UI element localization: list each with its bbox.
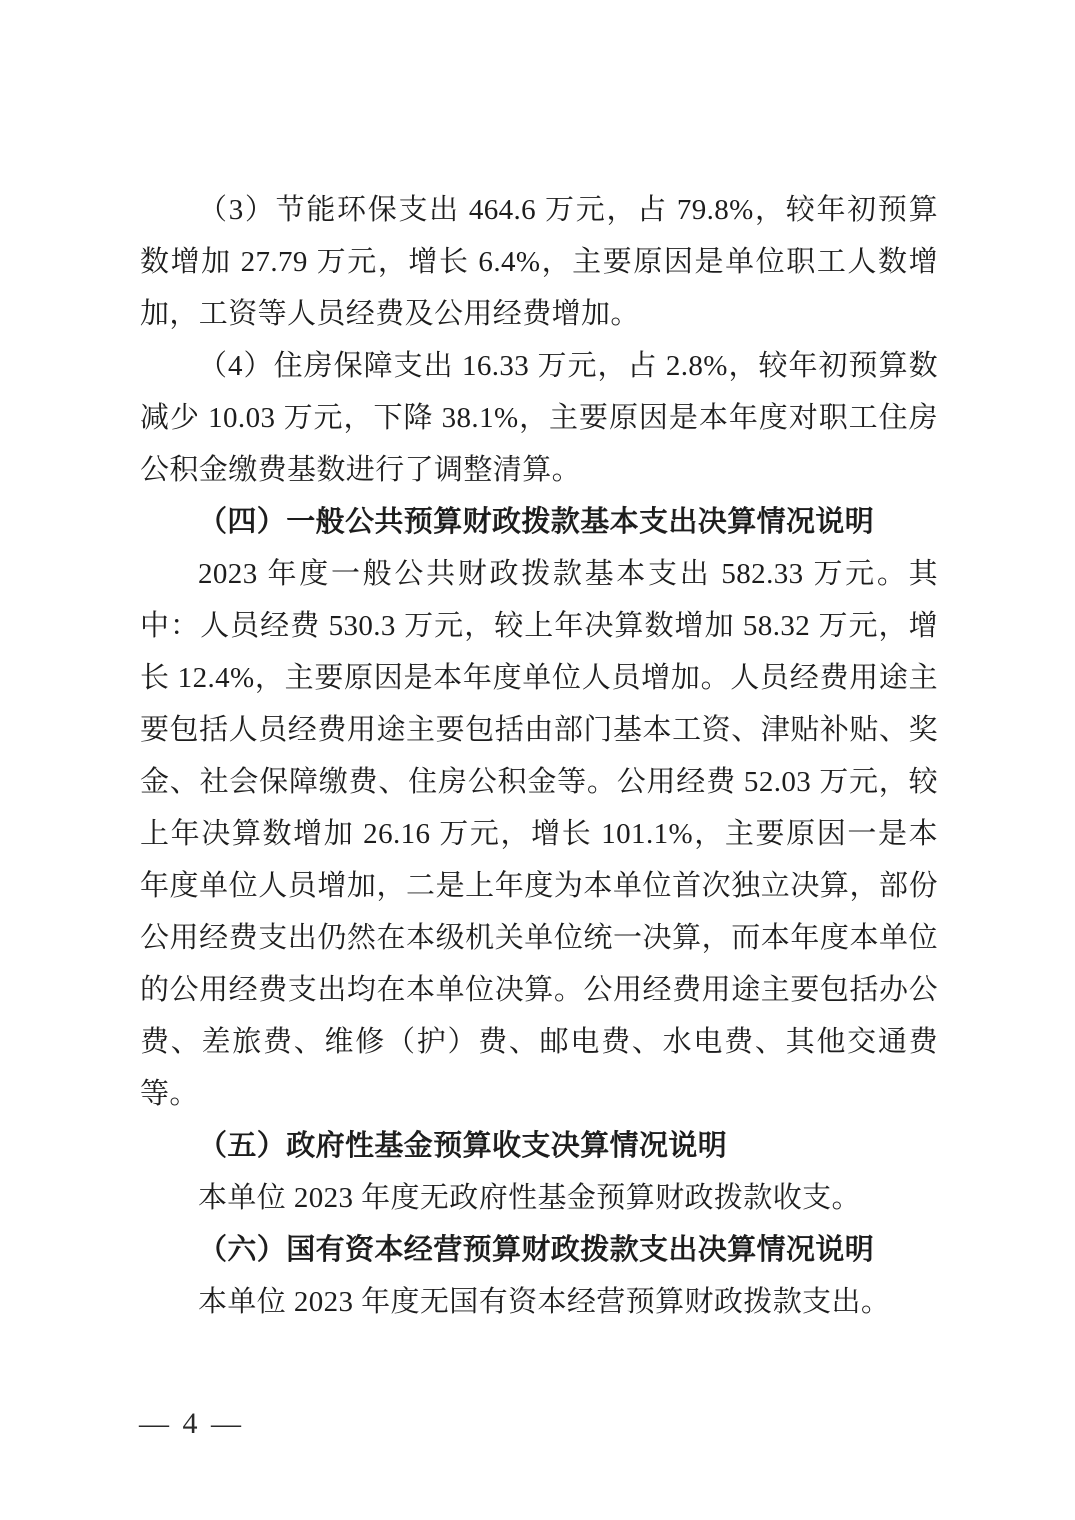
page-number: — 4 —	[139, 1407, 244, 1440]
paragraph-state-capital-none: 本单位 2023 年度无国有资本经营预算财政拨款支出。	[198, 1286, 891, 1318]
heading-section-six-state-capital-budget: （六）国有资本经营预算财政拨款支出决算情况说明	[198, 1234, 875, 1266]
paragraph-housing-security-expense: （4）住房保障支出 16.33 万元，占 2.8%，较年初预算数减少 10.03 万元，下降 38.1%，主要原因是本年度对职工住房公积金缴费基数进行了调整清算。	[140, 350, 938, 486]
document-body	[140, 184, 938, 1328]
paragraph-gov-fund-none: 本单位 2023 年度无政府性基金预算财政拨款收支。	[198, 1182, 861, 1214]
heading-section-five-gov-fund-budget: （五）政府性基金预算收支决算情况说明	[198, 1130, 728, 1162]
heading-section-four-basic-expenditure: （四）一般公共预算财政拨款基本支出决算情况说明	[198, 506, 875, 538]
paragraph-energy-conservation-expense: （3）节能环保支出 464.6 万元，占 79.8%，较年初预算数增加 27.79 万元，增长 6.4%，主要原因是单位职工人数增加，工资等人员经费及公用经费增加。	[140, 194, 938, 330]
paragraph-basic-expenditure-detail: 2023 年度一般公共财政拨款基本支出 582.33 万元。其中：人员经费 530.3 万元，较上年决算数增加 58.32 万元，增长 12.4%，主要原因是本年度单位人员增加。人员经费用途主要包括人员经费用途主要包括由部门基本工资、津贴补贴、奖金、社会保障缴费、住房公积金等。公用经费 52.03 万元，较上年决算数增加 26.16 万元，增长 101.1%，主要原因一是本年度单位人员增加，二是上年度为本单位首次独立决算，部份公用经费支出仍然在本级机关单位统一决算，而本年度本单位的公用经费支出均在本单位决算。公用经费用途主要包括办公费、差旅费、维修（护）费、邮电费、水电费、其他交通费等。	[140, 558, 938, 1110]
